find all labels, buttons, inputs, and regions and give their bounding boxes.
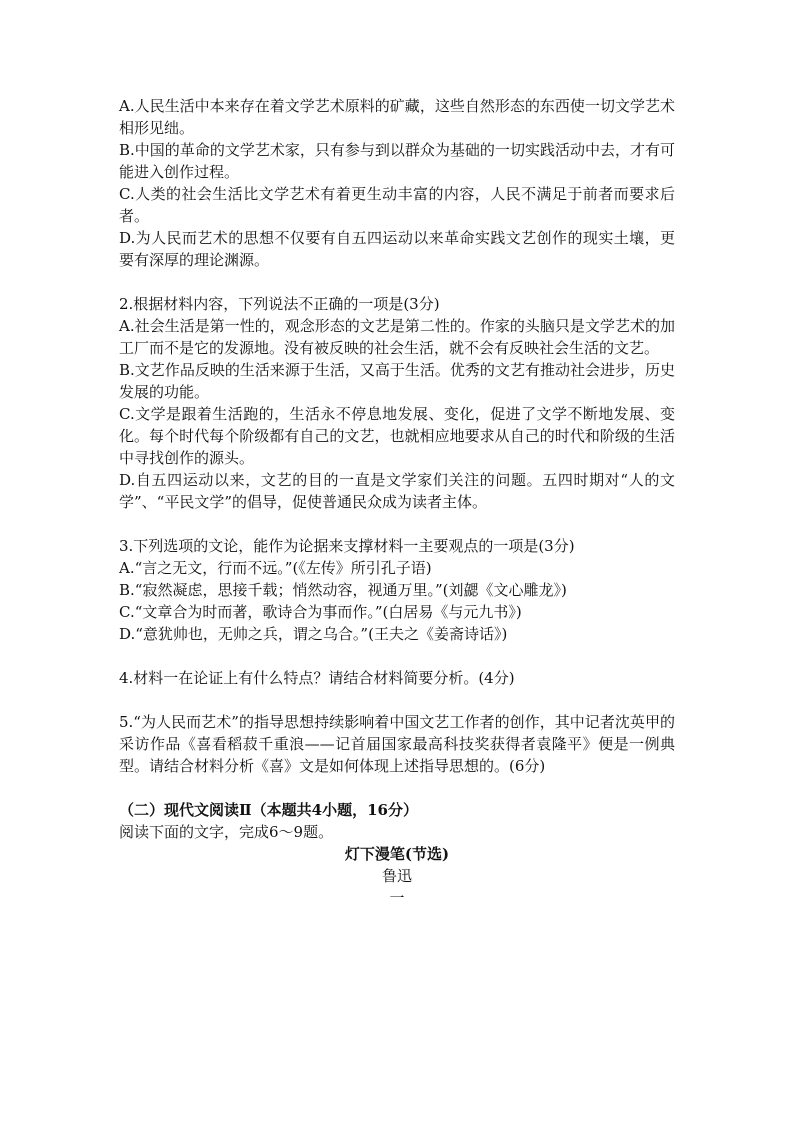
q2-option-d: D.自五四运动以来，文艺的目的一直是文学家们关注的问题。五四时期对“人的文学”、“平民文学”的倡导，促使普通民众成为读者主体。 — [119, 471, 675, 511]
q2-option-c: C.文学是跟着生活跑的，生活永不停息地发展、变化，促进了文学不断地发展、变化。每个时代每个阶级都有自己的文艺，也就相应地要求从自己的时代和阶级的生活中寻找创作的源头。 — [119, 405, 675, 467]
q2-option-a: A.社会生活是第一性的，观念形态的文艺是第二性的。作家的头脑只是文学艺术的加工厂而不是它的发源地。没有被反映的社会生活，就不会有反映社会生活的文艺。 — [119, 317, 675, 357]
spacer — [119, 777, 675, 799]
q1-option-c: C.人类的社会生活比文学艺术有着更生动丰富的内容，人民不满足于前者而要求后者。 — [119, 185, 675, 225]
q1-option-a: A.人民生活中本来存在着文学艺术原料的矿藏，这些自然形态的东西使一切文学艺术相形见绌。 — [119, 97, 675, 137]
spacer — [119, 271, 675, 293]
page-content — [119, 95, 675, 909]
section-instruction: 阅读下面的文字，完成6～9题。 — [119, 823, 334, 841]
q2-option-b: B.文艺作品反映的生活来源于生活，又高于生活。优秀的文艺有推动社会进步，历史发展的功能。 — [119, 361, 675, 401]
q1-option-d: D.为人民而艺术的思想不仅要有自五四运动以来革命实践文艺创作的现实土壤，更要有深厚的理论渊源。 — [119, 229, 675, 269]
section-heading: （二）现代文阅读Ⅱ（本题共4小题，16分） — [119, 801, 418, 819]
q3-option-c: C.“文章合为时而著，歌诗合为事而作。”(白居易《与元九书》) — [119, 603, 522, 621]
passage-title: 灯下漫笔(节选) — [344, 845, 450, 863]
q4-question: 4.材料一在论证上有什么特点？请结合材料简要分析。(4分) — [119, 669, 515, 687]
passage-part-number: 一 — [389, 889, 405, 907]
q3-option-b: B.“寂然凝虑，思接千载；悄然动容，视通万里。”(刘勰《文心雕龙》) — [119, 581, 567, 599]
q2-stem: 2.根据材料内容，下列说法不正确的一项是(3分) — [119, 295, 440, 313]
spacer — [119, 689, 675, 711]
q3-stem: 3.下列选项的文论，能作为论据来支撑材料一主要观点的一项是(3分) — [119, 537, 575, 555]
q1-option-b: B.中国的革命的文学艺术家，只有参与到以群众为基础的一切实践活动中去，才有可能进入创作过程。 — [119, 141, 675, 181]
q5-question: 5.“为人民而艺术”的指导思想持续影响着中国文艺工作者的创作，其中记者沈英甲的采访作品《喜看稻菽千重浪——记首届国家最高科技奖获得者袁隆平》便是一例典型。请结合材料分析《喜》文是如何体现上述指导思想的。(6分) — [119, 713, 675, 775]
passage-author: 鲁迅 — [381, 867, 412, 885]
q3-option-a: A.“言之无文，行而不远。”(《左传》所引孔子语) — [119, 559, 432, 577]
spacer — [119, 645, 675, 667]
spacer — [119, 513, 675, 535]
q3-option-d: D.“意犹帅也，无帅之兵，谓之乌合。”(王夫之《姜斋诗话》) — [119, 625, 508, 643]
